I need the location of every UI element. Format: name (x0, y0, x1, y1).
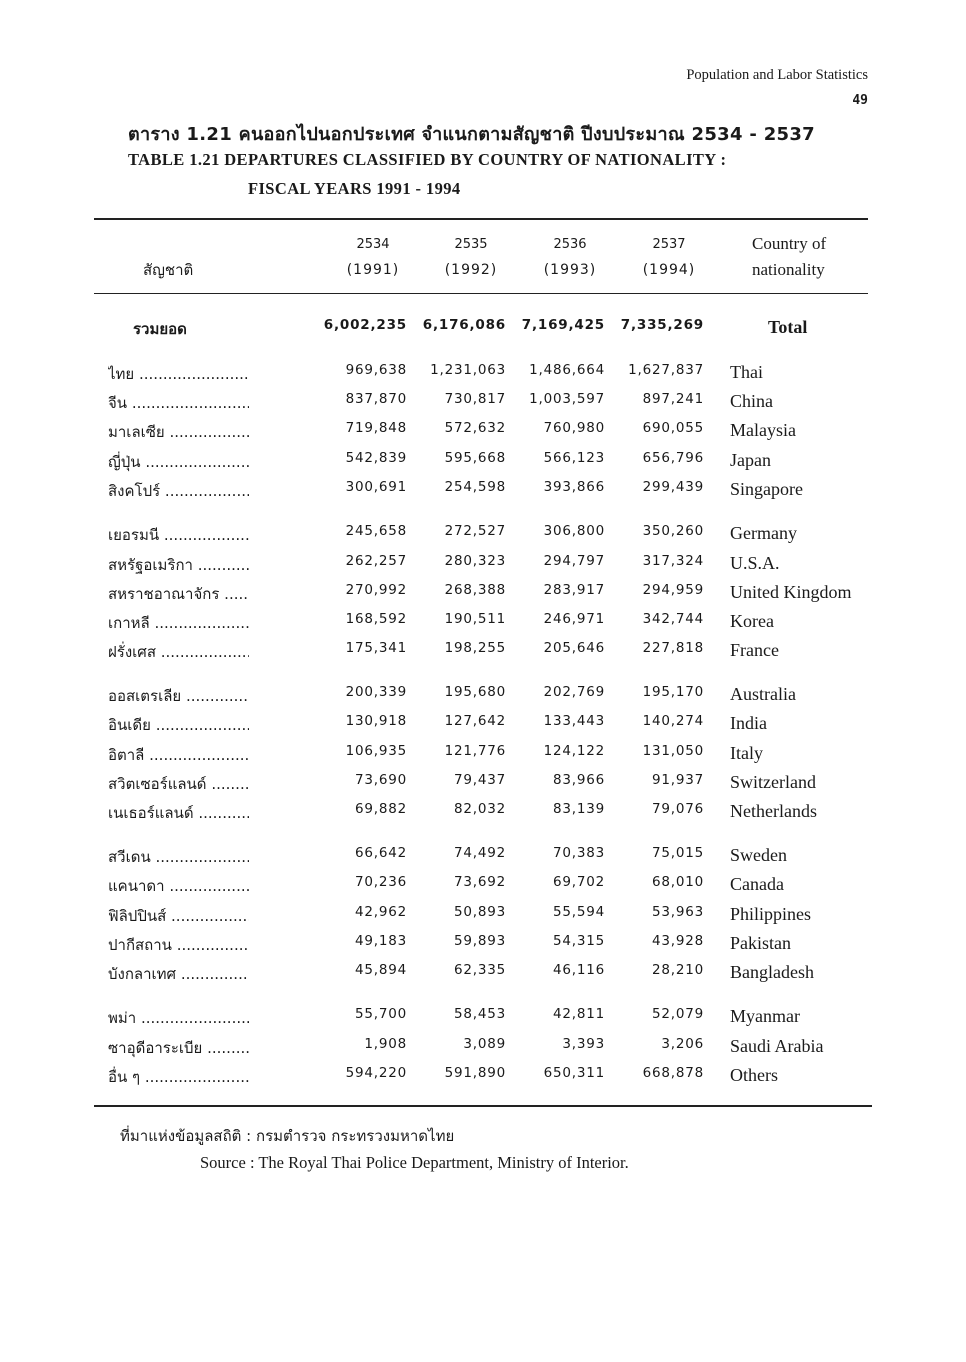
table-cell: 42,962 (354, 904, 407, 920)
nationality-english: Switzerland (730, 772, 816, 792)
source-note-thai: ที่มาแห่งข้อมูลสถิติ : กรมตำรวจ กระทรวงมหาดไทย (120, 1127, 455, 1145)
table-cell: 28,210 (651, 962, 704, 978)
table-cell: 317,324 (642, 553, 704, 569)
table-cell: 1,908 (364, 1036, 407, 1052)
table-title-english-line2: FISCAL YEARS 1991 - 1994 (248, 179, 461, 198)
nationality-english: Others (730, 1065, 778, 1085)
table-cell: 719,848 (345, 420, 407, 436)
nationality-thai: ซาอุดีอาระเบีย ..... (108, 1036, 249, 1060)
table-cell: 668,878 (642, 1065, 704, 1081)
column-header-nationality-thai: สัญชาติ (143, 261, 194, 279)
nationality-english: U.S.A. (730, 553, 780, 573)
nationality-english: Myanmar (730, 1006, 800, 1026)
table-row (0, 362, 966, 391)
table-cell: 969,638 (345, 362, 407, 378)
table-cell: 294,797 (543, 553, 605, 569)
table-cell: 7,169,425 (521, 317, 605, 333)
table-cell: 50,893 (453, 904, 506, 920)
table-cell: 75,015 (651, 845, 704, 861)
table-cell: 566,123 (543, 450, 605, 466)
nationality-english: Japan (730, 450, 771, 470)
nationality-thai: สวีเดน ..... (108, 845, 249, 869)
table-cell: 190,511 (444, 611, 506, 627)
table-cell: 49,183 (354, 933, 407, 949)
table-cell: 3,393 (562, 1036, 605, 1052)
table-cell: 200,339 (345, 684, 407, 700)
table-cell: 52,079 (651, 1006, 704, 1022)
table-cell: 262,257 (345, 553, 407, 569)
total-label-english: Total (768, 317, 808, 337)
table-cell: 127,642 (444, 713, 506, 729)
table-cell: 300,691 (345, 479, 407, 495)
table-row (0, 450, 966, 479)
nationality-thai: จีน ..... (108, 391, 249, 415)
table-row (0, 713, 966, 742)
table-cell: 272,527 (444, 523, 506, 539)
table-cell: 175,341 (345, 640, 407, 656)
table-cell: 283,917 (543, 582, 605, 598)
table-cell: 246,971 (543, 611, 605, 627)
table-cell: 730,817 (444, 391, 506, 407)
nationality-english: Korea (730, 611, 774, 631)
nationality-english: Bangladesh (730, 962, 814, 982)
table-row (0, 1065, 966, 1094)
table-cell: 59,893 (453, 933, 506, 949)
table-cell: 54,315 (552, 933, 605, 949)
column-header-year-be: 2534 (356, 237, 390, 252)
nationality-english: Pakistan (730, 933, 791, 953)
nationality-thai: แคนาดา ..... (108, 874, 249, 898)
table-cell: 69,702 (552, 874, 605, 890)
table-cell: 131,050 (642, 743, 704, 759)
table-row (0, 640, 966, 669)
table-cell: 106,935 (345, 743, 407, 759)
table-cell: 1,003,597 (529, 391, 605, 407)
table-cell: 43,928 (651, 933, 704, 949)
table-cell: 140,274 (642, 713, 704, 729)
table-title-thai: ตาราง 1.21 คนออกไปนอกประเทศ จำแนกตามสัญชาติ ปีงบประมาณ 2534 - 2537 (128, 124, 815, 145)
column-header-year-ce: (1994) (642, 262, 696, 278)
nationality-english: India (730, 713, 767, 733)
nationality-thai: ฟิลิปปินส์ ..... (108, 904, 249, 928)
nationality-thai: สิงคโปร์ ..... (108, 479, 249, 503)
table-cell: 595,668 (444, 450, 506, 466)
table-cell: 270,992 (345, 582, 407, 598)
table-row (0, 933, 966, 962)
table-cell: 1,486,664 (529, 362, 605, 378)
table-cell: 837,870 (345, 391, 407, 407)
table-cell: 6,002,235 (323, 317, 407, 333)
table-cell: 1,627,837 (628, 362, 704, 378)
nationality-thai: เนเธอร์แลนด์ ..... (108, 801, 249, 825)
nationality-thai: อื่น ๆ ..... (108, 1065, 249, 1089)
table-row (0, 1006, 966, 1035)
table-row (0, 801, 966, 830)
table-cell: 55,594 (552, 904, 605, 920)
table-bottom-rule (94, 1105, 872, 1107)
table-cell: 73,690 (354, 772, 407, 788)
table-cell: 79,437 (453, 772, 506, 788)
column-header-country-english-line2: nationality (752, 260, 825, 279)
nationality-thai: บังกลาเทศ ..... (108, 962, 249, 986)
nationality-thai: เกาหลี ..... (108, 611, 249, 635)
nationality-english: Italy (730, 743, 763, 763)
nationality-thai: สหราชอาณาจักร ..... (108, 582, 249, 606)
table-cell: 202,769 (543, 684, 605, 700)
table-title-english: TABLE 1.21 DEPARTURES CLASSIFIED BY COUNTRY OF NATIONALITY : (128, 150, 727, 169)
nationality-english: Australia (730, 684, 796, 704)
nationality-thai: ปากีสถาน ..... (108, 933, 249, 957)
table-cell: 280,323 (444, 553, 506, 569)
total-label-thai: รวมยอด (133, 320, 187, 338)
table-cell: 168,592 (345, 611, 407, 627)
table-cell: 121,776 (444, 743, 506, 759)
nationality-thai: อินเดีย ..... (108, 713, 249, 737)
table-cell: 130,918 (345, 713, 407, 729)
column-header-year-ce: (1991) (346, 262, 400, 278)
column-header-country-english: Country of (752, 234, 827, 253)
column-header-year-ce: (1993) (543, 262, 597, 278)
nationality-thai: ไทย ..... (108, 362, 249, 386)
table-row (0, 582, 966, 611)
nationality-thai: ออสเตรเลีย ..... (108, 684, 249, 708)
nationality-english: Canada (730, 874, 784, 894)
table-row (0, 772, 966, 801)
table-cell: 1,231,063 (430, 362, 506, 378)
nationality-english: United Kingdom (730, 582, 852, 602)
table-row (0, 904, 966, 933)
table-cell: 195,170 (642, 684, 704, 700)
nationality-thai: เยอรมนี ..... (108, 523, 249, 547)
table-cell: 70,236 (354, 874, 407, 890)
column-header-year-be: 2536 (553, 237, 587, 252)
table-cell: 69,882 (354, 801, 407, 817)
table-cell: 591,890 (444, 1065, 506, 1081)
nationality-thai: สวิตเซอร์แลนด์ ..... (108, 772, 249, 796)
running-header: Population and Labor Statistics (686, 67, 868, 83)
nationality-english: Germany (730, 523, 797, 543)
table-row (0, 1036, 966, 1065)
table-row (0, 874, 966, 903)
nationality-thai: มาเลเซีย ..... (108, 420, 249, 444)
table-cell: 3,206 (661, 1036, 704, 1052)
nationality-english: China (730, 391, 773, 411)
table-cell: 73,692 (453, 874, 506, 890)
table-row (0, 391, 966, 420)
table-row (0, 611, 966, 640)
table-cell: 227,818 (642, 640, 704, 656)
nationality-thai: ญี่ปุ่น ..... (108, 450, 249, 474)
table-cell: 254,598 (444, 479, 506, 495)
table-cell: 82,032 (453, 801, 506, 817)
table-cell: 7,335,269 (620, 317, 704, 333)
table-cell: 3,089 (463, 1036, 506, 1052)
table-cell: 306,800 (543, 523, 605, 539)
table-row (0, 743, 966, 772)
nationality-english: Philippines (730, 904, 812, 924)
table-cell: 91,937 (651, 772, 704, 788)
table-cell: 68,010 (651, 874, 704, 890)
table-cell: 58,453 (453, 1006, 506, 1022)
table-cell: 45,894 (354, 962, 407, 978)
column-header-year-ce: (1992) (444, 262, 498, 278)
table-cell: 195,680 (444, 684, 506, 700)
table-cell: 53,963 (651, 904, 704, 920)
table-top-rule (94, 218, 868, 220)
table-cell: 124,122 (543, 743, 605, 759)
table-cell: 70,383 (552, 845, 605, 861)
table-cell: 690,055 (642, 420, 704, 436)
column-header-year-be: 2535 (454, 237, 488, 252)
table-cell: 294,959 (642, 582, 704, 598)
page-number: 49 (852, 93, 868, 108)
table-cell: 74,492 (453, 845, 506, 861)
table-cell: 46,116 (552, 962, 605, 978)
table-row (0, 420, 966, 449)
nationality-english: France (730, 640, 779, 660)
table-header-rule (94, 293, 868, 294)
table-cell: 350,260 (642, 523, 704, 539)
table-cell: 55,700 (354, 1006, 407, 1022)
source-note-english: Source : The Royal Thai Police Department, Ministry of Interior. (200, 1153, 629, 1172)
nationality-english: Saudi Arabia (730, 1036, 824, 1056)
table-cell: 133,443 (543, 713, 605, 729)
nationality-english: Thai (730, 362, 763, 382)
table-cell: 760,980 (543, 420, 605, 436)
nationality-english: Netherlands (730, 801, 817, 821)
table-row-total (0, 317, 966, 346)
table-cell: 198,255 (444, 640, 506, 656)
nationality-thai: สหรัฐอเมริกา ..... (108, 553, 249, 577)
nationality-english: Sweden (730, 845, 787, 865)
nationality-thai: ฝรั่งเศส ..... (108, 640, 249, 664)
table-cell: 542,839 (345, 450, 407, 466)
table-cell: 897,241 (642, 391, 704, 407)
table-row (0, 479, 966, 508)
table-row (0, 553, 966, 582)
table-cell: 66,642 (354, 845, 407, 861)
table-cell: 42,811 (552, 1006, 605, 1022)
table-cell: 572,632 (444, 420, 506, 436)
table-row (0, 684, 966, 713)
table-cell: 656,796 (642, 450, 704, 466)
table-cell: 6,176,086 (422, 317, 506, 333)
table-cell: 393,866 (543, 479, 605, 495)
nationality-english: Malaysia (730, 420, 796, 440)
table-row (0, 845, 966, 874)
nationality-thai: พม่า ..... (108, 1006, 249, 1030)
nationality-english: Singapore (730, 479, 803, 499)
table-cell: 205,646 (543, 640, 605, 656)
table-cell: 83,139 (552, 801, 605, 817)
table-cell: 299,439 (642, 479, 704, 495)
table-cell: 245,658 (345, 523, 407, 539)
table-cell: 594,220 (345, 1065, 407, 1081)
column-header-year-be: 2537 (652, 237, 686, 252)
table-row (0, 962, 966, 991)
table-cell: 83,966 (552, 772, 605, 788)
table-cell: 268,388 (444, 582, 506, 598)
table-row (0, 523, 966, 552)
nationality-thai: อิตาลี ..... (108, 743, 249, 767)
table-cell: 650,311 (543, 1065, 605, 1081)
table-cell: 342,744 (642, 611, 704, 627)
table-cell: 62,335 (453, 962, 506, 978)
table-cell: 79,076 (651, 801, 704, 817)
